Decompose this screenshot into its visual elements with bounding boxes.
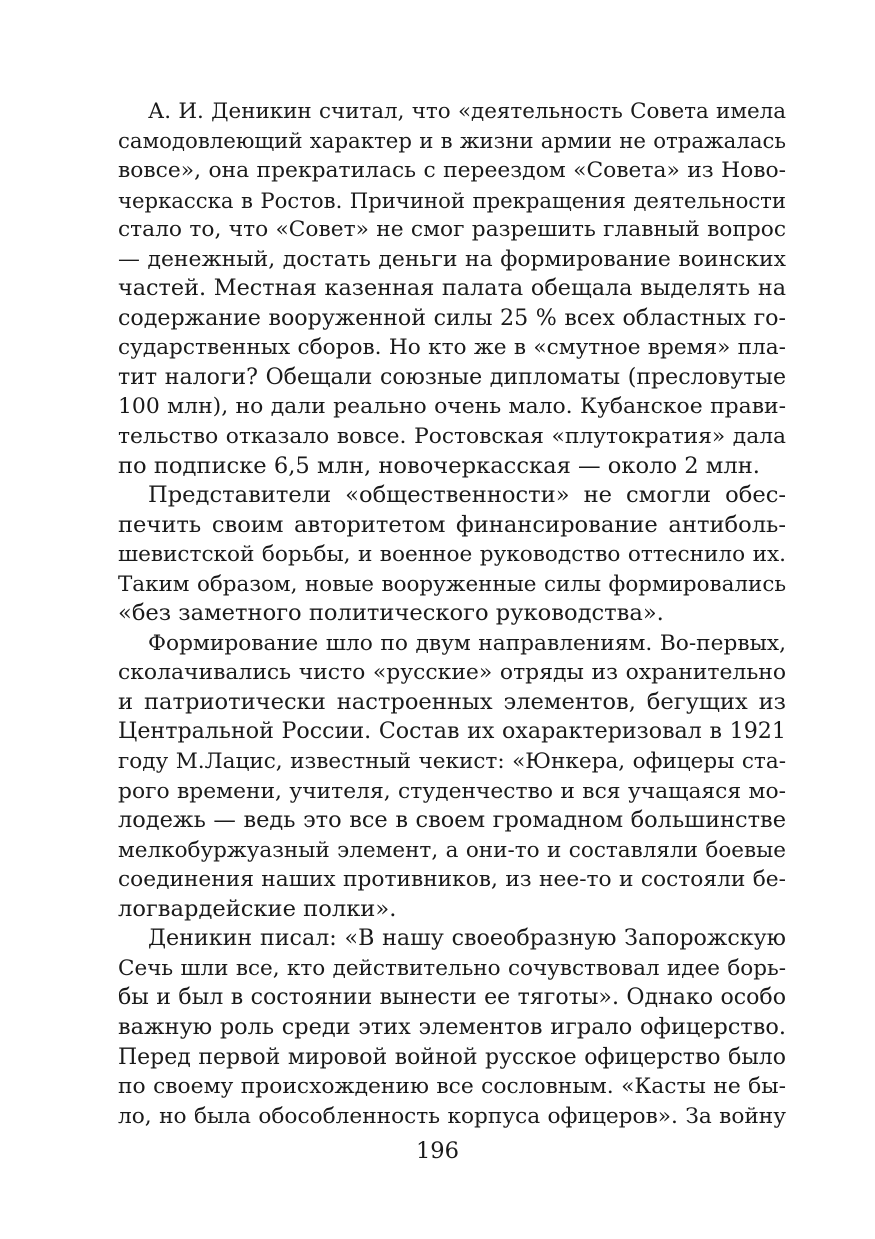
text-line: ло, но была обособленность корпуса офицеров». За войну [118, 1103, 786, 1129]
text-line: «без заметного политического руководства». [118, 600, 664, 627]
text-line: стало то, что «Совет» не смог разрешить главный вопрос [118, 217, 786, 243]
text-line: важную роль среди этих элементов играло офицерство. [118, 1013, 786, 1040]
page-text [118, 97, 786, 1131]
text-line: рого времени, учителя, студенчество и вся учащаяся мо- [118, 778, 786, 804]
text-line: Деникин писал: «В нашу своеобразную Запорожскую [148, 925, 786, 952]
text-line: самодовлеющий характер и в жизни армии не отражалась [118, 128, 786, 154]
text-line: сударственных сборов. Но кто же в «смутное время» пла- [118, 335, 786, 361]
text-line: логвардейские полки». [118, 895, 397, 922]
page-number: 196 [415, 1138, 460, 1164]
text-line: тельство отказало вовсе. Ростовская «плутократия» дала [118, 424, 786, 450]
text-line: Представители «общественности» не смогли обес- [148, 482, 786, 509]
text-line: бы и был в состоянии вынести ее тяготы». Однако особо [118, 984, 786, 1011]
text-line: по своему происхождению все сословным. «Касты не бы- [118, 1074, 786, 1100]
text-line: Сечь шли все, кто действительно сочувствовал идее борь- [118, 955, 786, 981]
text-line: шевистской борьбы, и военное руководство оттеснило их. [118, 542, 786, 568]
text-line: — денежный, достать деньги на формирование воинских [118, 246, 786, 272]
paragraph-4 [118, 924, 786, 1131]
paragraph-2 [118, 481, 786, 629]
text-line: тит налоги? Обещали союзные дипломаты (пресловутые [118, 364, 786, 390]
text-line: лодежь — ведь это все в своем громадном большинстве [118, 807, 786, 834]
text-line: 100 млн), но дали реально очень мало. Кубанское прави- [118, 394, 786, 420]
paragraph-3 [118, 629, 786, 924]
text-line: мелкобуржуазный элемент, а они-то и составляли боевые [118, 837, 786, 863]
text-line: году М.Лацис, известный чекист: «Юнкера, офицеры ста- [118, 749, 786, 775]
text-line: сколачивались чисто «русские» отряды из охранительно [118, 660, 786, 686]
text-line: А. И. Деникин считал, что «деятельность Совета имела [148, 99, 786, 124]
text-line: Перед первой мировой войной русское офицерство было [118, 1044, 786, 1070]
text-line: и патриотически настроенных элементов, бегущих из [118, 688, 786, 715]
text-line: Центральной России. Состав их охарактеризовал в 1921 [118, 718, 786, 745]
text-line: черкасска в Ростов. Причиной прекращения деятельности [118, 187, 786, 213]
text-line: вовсе», она прекратилась с переездом «Совета» из Ново- [118, 158, 786, 184]
text-line: по подписке 6,5 млн, новочеркасская — около 2 млн. [118, 452, 760, 479]
text-line: печить своим авторитетом финансирование антиболь- [118, 511, 786, 538]
text-line: Формирование шло по двум направлениям. Во-первых, [148, 630, 786, 656]
text-line: соединения наших противников, из нее-то и состояли бе- [118, 867, 786, 893]
text-line: частей. Местная казенная палата обещала выделять на [118, 275, 786, 302]
text-line: Таким образом, новые вооруженные силы формировались [118, 571, 786, 597]
paragraph-1 [118, 97, 786, 481]
text-line: содержание вооруженной силы 25 % всех областных го- [118, 304, 786, 331]
